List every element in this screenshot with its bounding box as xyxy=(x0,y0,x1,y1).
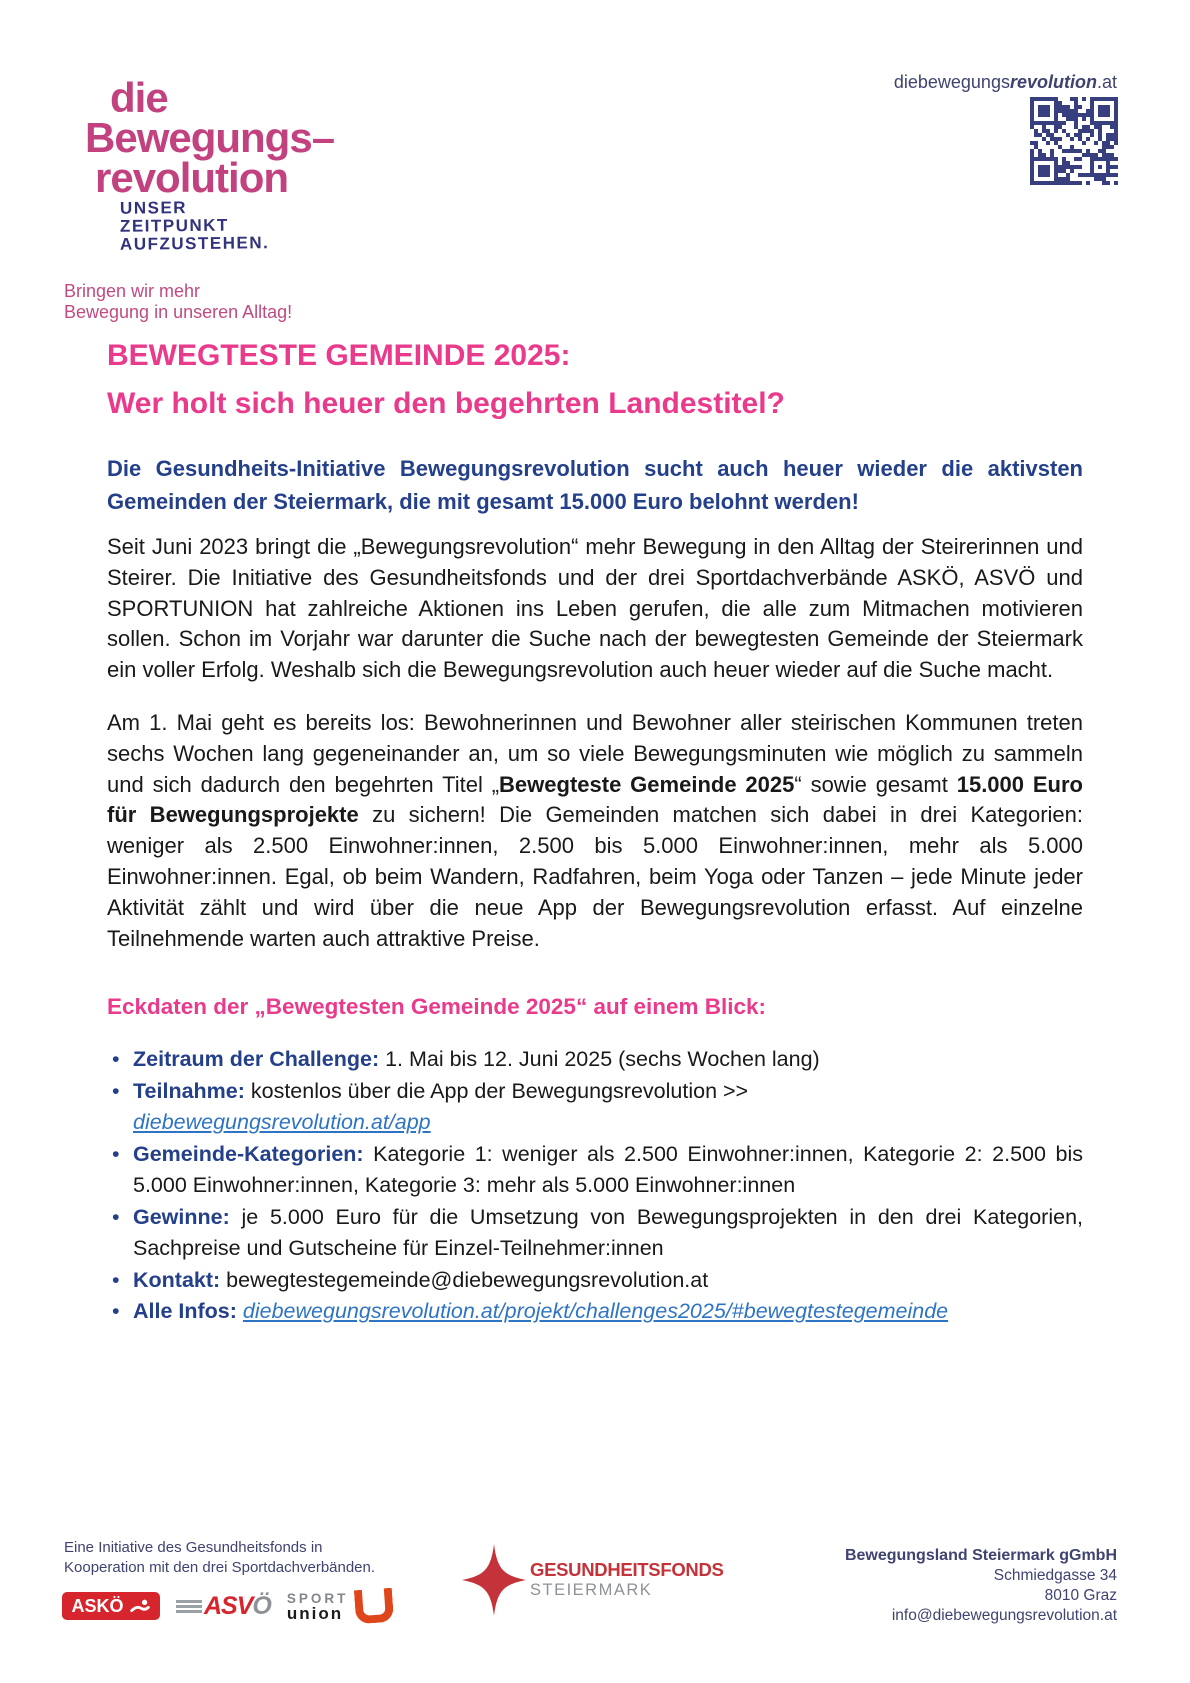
page-title-line-2: Wer holt sich heuer den begehrten Landestitel? xyxy=(107,387,785,420)
bullet-label: Teilnahme: xyxy=(133,1078,245,1103)
bullet-text: je 5.000 Euro für die Umsetzung von Bewegungsprojekten in den drei Kategorien, Sachpreise und Gutscheine für Einzel-Teilnehmer:innen xyxy=(133,1204,1083,1261)
claim-line-2: ZEITPUNKT xyxy=(119,215,229,236)
website-url-bold: revolution xyxy=(1009,72,1097,92)
star-icon xyxy=(462,1544,526,1616)
tagline-line-2: Bewegung in unseren Alltag! xyxy=(64,302,293,322)
website-url-pre: diebewegungs xyxy=(893,72,1010,92)
sportunion-logo-bottom: union xyxy=(286,1604,344,1623)
bullet-label: Gemeinde-Kategorien: xyxy=(133,1141,364,1166)
asvoe-logo-text-gray: Ö xyxy=(252,1591,271,1620)
app-link[interactable]: diebewegungsrevolution.at/app xyxy=(133,1110,431,1135)
tagline-line-1: Bringen wir mehr xyxy=(64,281,201,301)
gesundheitsfonds-logo xyxy=(462,1544,724,1616)
company-email: info@diebewegungsrevolution.at xyxy=(891,1607,1117,1624)
website-url xyxy=(894,72,1117,93)
bullet-label: Zeitraum der Challenge: xyxy=(133,1047,380,1072)
list-item-kontakt xyxy=(133,1265,1083,1297)
company-name: Bewegungsland Steiermark gGmbH xyxy=(844,1547,1117,1564)
tagline xyxy=(64,281,292,323)
list-item-kategorien xyxy=(133,1139,1083,1202)
logo-line-die: die xyxy=(110,74,168,121)
infos-link[interactable]: diebewegungsrevolution.at/projekt/challenges2025/#bewegtestegemeinde xyxy=(242,1299,949,1324)
bullet-text: kostenlos über die App der Bewegungsrevolution >> xyxy=(244,1078,749,1103)
list-item-alle-infos xyxy=(133,1296,1083,1328)
company-address xyxy=(845,1546,1117,1626)
logo-line-revolution: revolution xyxy=(95,154,289,201)
bewegungsrevolution-logo xyxy=(85,74,335,201)
askoe-logo-text: ASKÖ xyxy=(71,1595,124,1616)
body-paragraph-2: Am 1. Mai geht es bereits los: Bewohnerinnen und Bewohner aller steirischen Kommunen treten sechs Wochen lang gegeneinander an, um so viele Bewegungsminuten wie möglich zu sammeln und sich dadurch den begehrten Titel „Bewegteste Gemeinde 2025“ sowie gesamt 15.000 Euro für Bewegungsprojekte zu sichern! Die Gemeinden matchen sich dabei in drei Kategorien: weniger als 2.500 Einwohner:innen, 2.500 bis 5.000 Einwohner:innen, mehr als 5.000 Einwohner:innen. Egal, ob beim Wandern, Radfahren, beim Yoga oder Tanzen – jede Minute jeder Aktivität zählt und wird über die neue App der Bewegungsrevolution erfasst. Auf einzelne Teilnehmende warten auch attraktive Preise. xyxy=(107,709,1083,951)
bullet-label: Gewinne: xyxy=(133,1204,230,1229)
footer-initiative-text xyxy=(64,1538,375,1578)
claim-line-1: UNSER xyxy=(119,198,188,218)
bullet-text: 1. Mai bis 12. Juni 2025 (sechs Wochen lang) xyxy=(379,1047,820,1072)
footer-initiative-line-2: Kooperation mit den drei Sportdachverbänden. xyxy=(64,1559,376,1576)
bullet-label: Alle Infos: xyxy=(133,1299,237,1324)
gesundheitsfonds-name: GESUNDHEITSFONDS xyxy=(530,1559,724,1580)
bullet-text: bewegtestegemeinde@diebewegungsrevolution.at xyxy=(220,1267,709,1292)
bullet-label: Kontakt: xyxy=(133,1267,221,1292)
facts-heading: Eckdaten der „Bewegtesten Gemeinde 2025“ auf einem Blick: xyxy=(107,994,766,1020)
list-item-teilnahme xyxy=(133,1076,1083,1139)
gesundheitsfonds-region: STEIERMARK xyxy=(530,1581,653,1599)
list-item-zeitraum xyxy=(133,1044,1083,1076)
askoe-logo xyxy=(62,1592,160,1620)
website-url-post: .at xyxy=(1096,72,1117,92)
logo-claim xyxy=(120,199,269,253)
page-title xyxy=(107,332,1083,428)
speed-lines-icon xyxy=(176,1600,202,1613)
footer-initiative-line-1: Eine Initiative des Gesundheitsfonds in xyxy=(64,1539,323,1556)
bullet-text: Kategorie 1: weniger als 2.500 Einwohner:innen, Kategorie 2: 2.500 bis 5.000 Einwohner:innen, Kategorie 3: mehr als 5.000 Einwohner:innen xyxy=(133,1141,1083,1198)
sportunion-logo xyxy=(287,1589,394,1623)
main-content xyxy=(107,332,1083,1328)
sportunion-u-icon xyxy=(354,1588,394,1625)
claim-line-3: AUFZUSTEHEN. xyxy=(119,233,270,254)
asvoe-logo xyxy=(176,1592,271,1621)
page-title-line-1: BEWEGTESTE GEMEINDE 2025: xyxy=(107,339,571,372)
company-city: 8010 Graz xyxy=(1044,1587,1117,1604)
qr-code xyxy=(1030,97,1118,185)
logo-line-bewegungs: Bewegungs– xyxy=(85,114,335,161)
company-street: Schmiedgasse 34 xyxy=(993,1567,1117,1584)
facts-list xyxy=(107,1044,1083,1328)
list-item-gewinne xyxy=(133,1202,1083,1265)
partner-logos xyxy=(62,1590,393,1622)
sportunion-logo-top: SPORT xyxy=(286,1591,349,1606)
body-paragraph-1: Seit Juni 2023 bringt die „Bewegungsrevolution“ mehr Bewegung in den Alltag der Steirerinnen und Steirer. Die Initiative des Gesundheitsfonds und der drei Sportdachverbände ASKÖ, ASVÖ und SPORTUNION hat zahlreiche Aktionen ins Leben gerufen, die alle zum Mitmachen motivieren sollen. Schon im Vorjahr war darunter die Suche nach der bewegtesten Gemeinde der Steiermark ein voller Erfolg. Weshalb sich die Bewegungsrevolution auch heuer wieder auf die Suche macht. xyxy=(107,534,1083,683)
runner-icon xyxy=(129,1599,151,1614)
asvoe-logo-text-red: ASV xyxy=(204,1591,253,1620)
intro-paragraph: Die Gesundheits-Initiative Bewegungsrevolution sucht auch heuer wieder die aktivsten Gemeinden der Steiermark, die mit gesamt 15.000 Euro belohnt werden! xyxy=(107,456,1083,514)
